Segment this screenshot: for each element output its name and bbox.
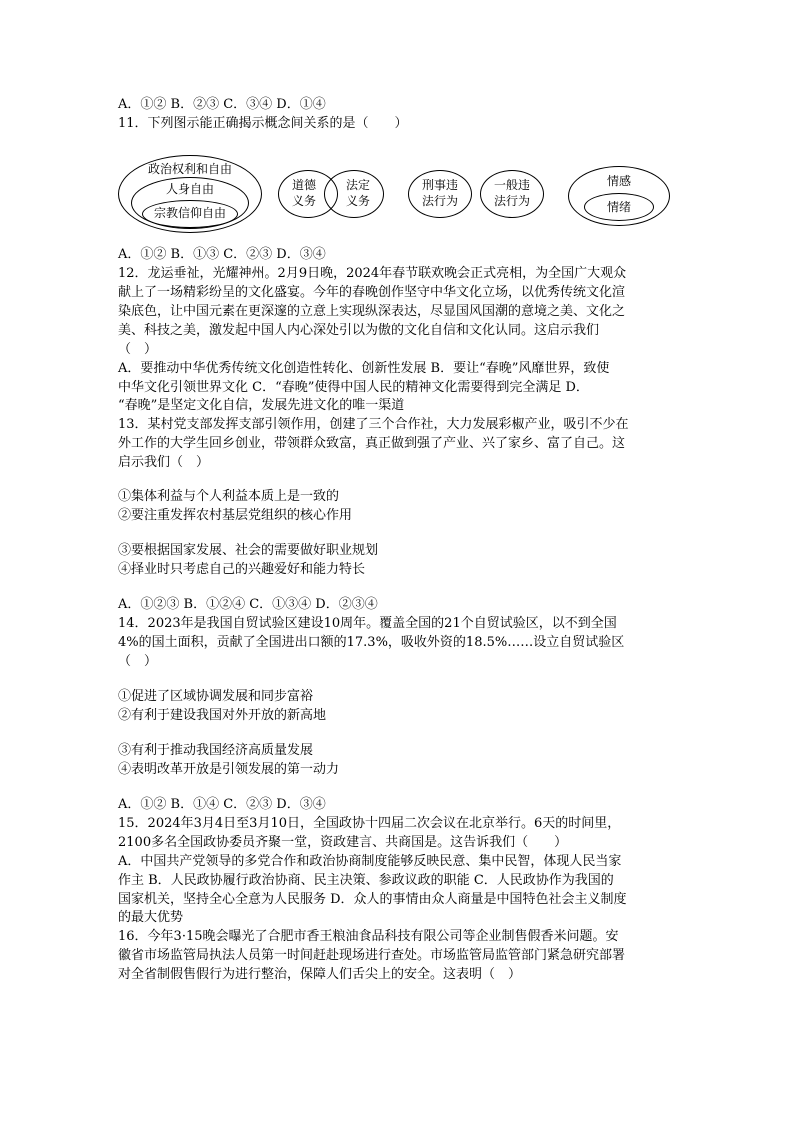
q14-line: （ ）	[118, 654, 158, 669]
q12-line: 12．龙运垂祉，光耀神州。2月9日晚，2024年春节联欢晚会正式亮相，为全国广大观众	[118, 266, 627, 281]
q12-line: A．要推动中华优秀传统文化创造性转化、创新性发展 B．要让“春晚”风靡世界，致使	[118, 361, 610, 376]
q14-item: ③有利于推动我国经济高质量发展	[118, 743, 314, 758]
q15-line: 15．2024年3月4日至3月10日，全国政协十四届二次会议在北京举行。6天的时间里，	[118, 816, 621, 831]
q15-line: 国家机关，坚持全心全意为人民服务 D．众人的事情由众人商量是中国特色社会主义制度	[118, 892, 627, 907]
diagram-1-outer-label: 政治权利和自由	[147, 162, 232, 176]
q14-options: A．①② B．①④ C．②③ D．③④	[118, 797, 326, 812]
q15-line: 的最大优势	[118, 910, 184, 925]
q13-item: ①集体利益与个人利益本质上是一致的	[118, 489, 340, 504]
diagram-1-inner-label: 宗教信仰自由	[153, 206, 226, 220]
q13-line: 外工作的大学生回乡创业，带领群众致富，真正做到强了产业、兴了家乡、富了自己。这	[118, 436, 626, 451]
diagram-4-outer-label: 情感	[606, 174, 631, 188]
diagram-2	[278, 170, 384, 218]
q11-options: A．①② B．①③ C．②③ D．③④	[118, 247, 326, 262]
diagram-3-right-label-2: 法行为	[493, 194, 530, 208]
diagram-3-left-label-1: 刑事违	[421, 178, 458, 192]
q12-line: 美、科技之美，激发起中国人内心深处引以为傲的文化自信和文化认同。这启示我们	[118, 323, 600, 338]
diagram-2-right-label-2: 义务	[345, 194, 370, 208]
q13-line: 13．某村党支部发挥支部引领作用，创建了三个合作社，大力发展彩椒产业，吸引不少在	[118, 417, 629, 432]
q13-item: ③要根据国家发展、社会的需要做好职业规划	[118, 543, 379, 558]
q14-item: ①促进了区域协调发展和同步富裕	[118, 689, 314, 704]
diagram-2-right-label-1: 法定	[345, 178, 370, 192]
q11-stem: 11．下列图示能正确揭示概念间关系的是（ ）	[118, 116, 408, 131]
diagram-3	[408, 170, 544, 218]
q15-line: 作主 B．人民政协履行政治协商、民主决策、参政议政的职能 C．人民政协作为我国的	[118, 873, 614, 888]
diagram-3-right-label-1: 一般违	[493, 178, 530, 192]
q12-line: 染底色，让中国元素在更深邃的立意上实现纵深表达，尽显国风国潮的意境之美、文化之	[118, 304, 626, 319]
q16-line: 徽省市场监管局执法人员第一时间赶赴现场进行查处。市场监管局监管部门紧急研究部署	[118, 948, 626, 963]
q13-item: ②要注重发挥农村基层党组织的核心作用	[118, 508, 353, 523]
q12-line: “春晚”是坚定文化自信，发展先进文化的唯一渠道	[118, 398, 405, 413]
diagram-4-inner-label: 情绪	[606, 200, 631, 214]
q13-options: A．①②③ B．①②④ C．①③④ D．②③④	[118, 597, 378, 612]
q15-line: 2100多名全国政协委员齐聚一堂，资政建言、共商国是。这告诉我们（ ）	[118, 835, 568, 850]
q13-line: 启示我们（ ）	[118, 455, 210, 470]
q14-item: ④表明改革开放是引领发展的第一动力	[118, 762, 340, 777]
q14-line: 4%的国土面积，贡献了全国进出口额的17.3%，吸收外资的18.5%……设立自贸试验区	[118, 635, 625, 650]
q16-line: 16．今年3·15晚会曝光了合肥市香王粮油食品科技有限公司等企业制售假香米问题。安	[118, 929, 619, 944]
diagram-3-left-label-2: 法行为	[421, 194, 458, 208]
q12-line: 中华文化引领世界文化 C．“春晚”使得中国人民的精神文化需要得到完全满足 D．	[118, 380, 589, 395]
q12-line: 献上了一场精彩纷呈的文化盛宴。今年的春晚创作坚守中华文化立场，以优秀传统文化渲	[118, 285, 626, 300]
q13-item: ④择业时只考虑自己的兴趣爱好和能力特长	[118, 562, 366, 577]
q15-line: A．中国共产党领导的多党合作和政治协商制度能够反映民意、集中民智，体现人民当家	[118, 854, 622, 869]
q10-options: A．①② B．②③ C．③④ D．①④	[118, 97, 326, 112]
diagram-1	[118, 155, 262, 233]
diagram-2-left-label-1: 道德	[291, 178, 316, 192]
q14-item: ②有利于建设我国对外开放的新高地	[118, 708, 327, 723]
diagram-1-middle-label: 人身自由	[165, 182, 214, 196]
diagram-2-left-label-2: 义务	[291, 194, 316, 208]
q12-line: （ ）	[118, 342, 158, 357]
q16-line: 对全省制假售假行为进行整治，保障人们舌尖上的安全。这表明（ ）	[118, 967, 522, 982]
q14-line: 14．2023年是我国自贸试验区建设10周年。覆盖全国的21个自贸试验区，以不到全国	[118, 616, 617, 631]
diagram-4	[568, 166, 670, 226]
